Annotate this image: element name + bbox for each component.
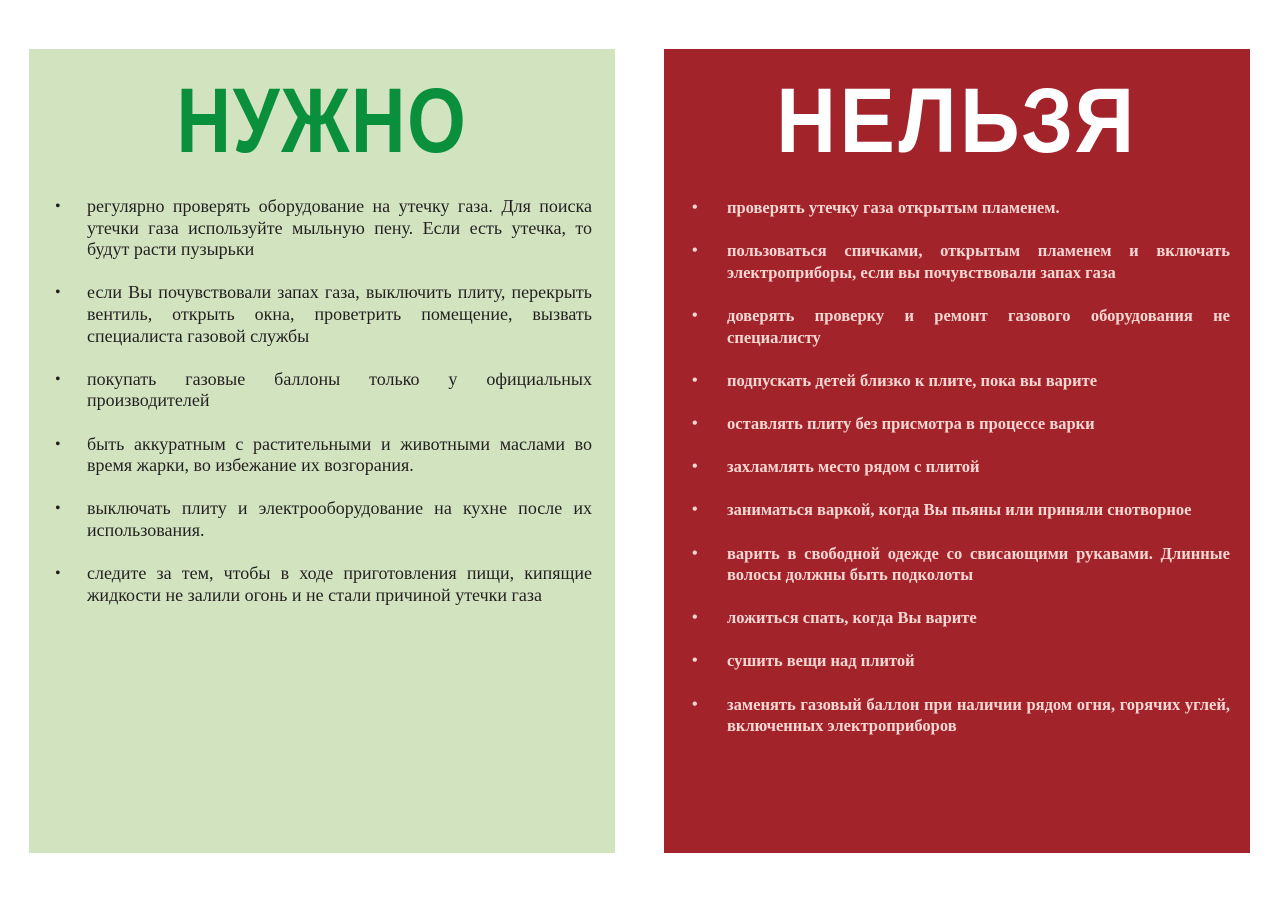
dont-panel [664, 49, 1250, 853]
bullet-icon: • [692, 306, 698, 324]
bullet-icon: • [692, 414, 698, 432]
dont-item [664, 456, 1250, 478]
bullet-icon: • [55, 198, 61, 215]
do-item [29, 282, 615, 347]
bullet-icon: • [55, 435, 61, 453]
bullet-icon: • [692, 501, 698, 519]
do-item-text: регулярно проверять оборудование на утечку газа. Для поиска утечки газа используйте мыльную пену. Если есть утечка, то будут расти пузырьки [87, 196, 592, 260]
dont-item [664, 370, 1250, 392]
do-item [29, 563, 615, 606]
dont-item-text: проверять утечку газа открытым пламенем. [727, 198, 1060, 217]
dont-item-text: ложиться спать, когда Вы варите [727, 608, 977, 628]
dont-list [664, 197, 1250, 758]
dont-item [664, 499, 1250, 521]
dont-item [664, 650, 1250, 672]
dont-item-text: заниматься варкой, когда Вы пьяны или приняли снотворное [727, 500, 1192, 520]
bullet-icon: • [55, 370, 61, 388]
bullet-icon: • [692, 458, 698, 476]
bullet-icon: • [692, 242, 698, 260]
bullet-icon: • [692, 609, 698, 627]
do-item [29, 498, 615, 541]
do-item-text: быть аккуратным с растительными и животными маслами во время жарки, во избежание их возгорания. [87, 433, 592, 476]
dont-item [664, 607, 1250, 629]
dont-item-text: оставлять плиту без присмотра в процессе варки [727, 413, 1095, 433]
do-item [29, 196, 615, 261]
dont-title: НЕЛЬЗЯ [776, 70, 1138, 172]
bullet-icon: • [55, 500, 61, 518]
dont-item-text: пользоваться спичками, открытым пламенем и включать электроприборы, если вы почувствовали запах газа [727, 241, 1230, 282]
do-item-text: выключать плиту и электрооборудование на кухне после их использования. [87, 498, 592, 540]
do-item-text: следите за тем, чтобы в ходе приготовления пищи, кипящие жидкости не залили огонь и не стали причиной утечки газа [87, 563, 592, 605]
bullet-icon: • [692, 544, 698, 562]
bullet-icon: • [55, 284, 61, 302]
dont-item [664, 694, 1250, 737]
dont-item-text: варить в свободной одежде со свисающими рукавами. Длинные волосы должны быть подколоты [727, 543, 1230, 585]
bullet-icon: • [692, 652, 698, 670]
dont-item-text: доверять проверку и ремонт газового оборудования не специалисту [727, 305, 1230, 347]
dont-item-text: сушить вещи над плитой [727, 651, 915, 671]
dont-item [664, 413, 1250, 435]
bullet-icon: • [55, 565, 61, 583]
dont-item-text: заменять газовый баллон при наличии рядом огня, горячих углей, включенных электроприборов [727, 694, 1230, 736]
dont-item-text: захламлять место рядом с плитой [727, 457, 980, 477]
do-title: НУЖНО [176, 70, 468, 172]
bullet-icon: • [692, 199, 698, 216]
dont-item-text: подпускать детей близко к плите, пока вы варите [727, 370, 1098, 390]
dont-item [664, 197, 1250, 219]
do-panel [29, 49, 615, 853]
dont-item [664, 240, 1250, 283]
do-list [29, 196, 615, 628]
bullet-icon: • [692, 371, 698, 389]
do-item-text: если Вы почувствовали запах газа, выключить плиту, перекрыть вентиль, открыть окна, проветрить помещение, вызвать специалиста газовой службы [87, 282, 592, 346]
dont-item [664, 543, 1250, 586]
do-item [29, 369, 615, 412]
do-item-text: покупать газовые баллоны только у официальных производителей [87, 368, 592, 411]
do-item [29, 434, 615, 477]
dont-item [664, 305, 1250, 348]
bullet-icon: • [692, 695, 698, 713]
